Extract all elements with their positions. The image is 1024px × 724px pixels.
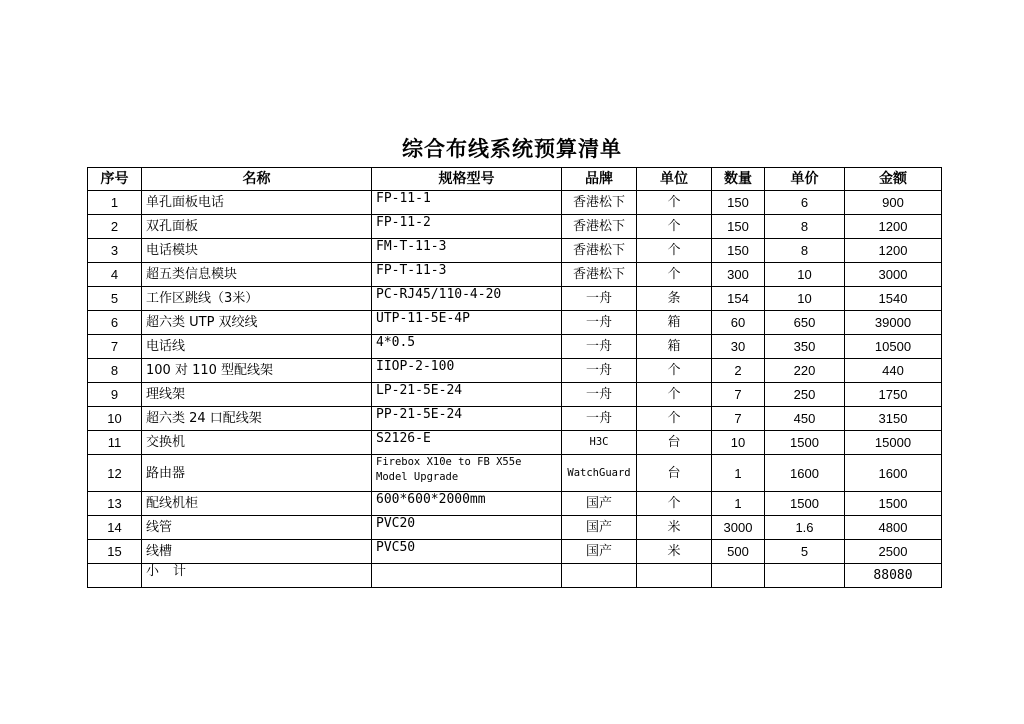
subtotal-empty-cell bbox=[765, 564, 845, 588]
cell-no: 6 bbox=[88, 311, 142, 335]
cell-brand: 香港松下 bbox=[562, 263, 637, 287]
cell-qty: 60 bbox=[712, 311, 765, 335]
cell-unit: 台 bbox=[637, 455, 712, 492]
cell-amount: 1200 bbox=[845, 239, 942, 263]
table-row bbox=[88, 335, 942, 359]
cell-unit: 条 bbox=[637, 287, 712, 311]
cell-no: 4 bbox=[88, 263, 142, 287]
table-row bbox=[88, 431, 942, 455]
cell-price: 6 bbox=[765, 191, 845, 215]
cell-qty: 154 bbox=[712, 287, 765, 311]
cell-brand: WatchGuard bbox=[562, 455, 637, 492]
cell-brand: 一舟 bbox=[562, 311, 637, 335]
cell-qty: 500 bbox=[712, 540, 765, 564]
table-row bbox=[88, 263, 942, 287]
cell-amount: 4800 bbox=[845, 516, 942, 540]
table-row bbox=[88, 540, 942, 564]
cell-amount: 1500 bbox=[845, 492, 942, 516]
table-row bbox=[88, 191, 942, 215]
cell-no: 10 bbox=[88, 407, 142, 431]
cell-unit: 箱 bbox=[637, 335, 712, 359]
cell-amount: 39000 bbox=[845, 311, 942, 335]
cell-brand: 一舟 bbox=[562, 383, 637, 407]
cell-price: 5 bbox=[765, 540, 845, 564]
subtotal-amount: 88080 bbox=[845, 564, 942, 588]
cell-qty: 1 bbox=[712, 455, 765, 492]
cell-unit: 米 bbox=[637, 516, 712, 540]
cell-amount: 1540 bbox=[845, 287, 942, 311]
cell-no: 7 bbox=[88, 335, 142, 359]
budget-table bbox=[87, 167, 942, 588]
cell-amount: 10500 bbox=[845, 335, 942, 359]
cell-unit: 个 bbox=[637, 359, 712, 383]
cell-amount: 440 bbox=[845, 359, 942, 383]
cell-price: 8 bbox=[765, 215, 845, 239]
cell-price: 10 bbox=[765, 263, 845, 287]
cell-model: PP-21-5E-24 bbox=[372, 407, 562, 431]
table-row bbox=[88, 383, 942, 407]
cell-model: S2126-E bbox=[372, 431, 562, 455]
cell-unit: 个 bbox=[637, 263, 712, 287]
cell-brand: H3C bbox=[562, 431, 637, 455]
cell-amount: 15000 bbox=[845, 431, 942, 455]
header-unit: 单位 bbox=[637, 168, 712, 191]
cell-model: FM-T-11-3 bbox=[372, 239, 562, 263]
cell-qty: 3000 bbox=[712, 516, 765, 540]
cell-brand: 一舟 bbox=[562, 407, 637, 431]
cell-price: 450 bbox=[765, 407, 845, 431]
cell-no: 11 bbox=[88, 431, 142, 455]
cell-no: 12 bbox=[88, 455, 142, 492]
cell-price: 1600 bbox=[765, 455, 845, 492]
cell-amount: 3000 bbox=[845, 263, 942, 287]
cell-qty: 300 bbox=[712, 263, 765, 287]
header-amount: 金额 bbox=[845, 168, 942, 191]
header-name: 名称 bbox=[142, 168, 372, 191]
cell-amount: 1200 bbox=[845, 215, 942, 239]
cell-qty: 7 bbox=[712, 407, 765, 431]
header-brand: 品牌 bbox=[562, 168, 637, 191]
cell-qty: 10 bbox=[712, 431, 765, 455]
cell-unit: 米 bbox=[637, 540, 712, 564]
cell-price: 8 bbox=[765, 239, 845, 263]
table-header-row bbox=[88, 168, 942, 191]
cell-model: PC-RJ45/110-4-20 bbox=[372, 287, 562, 311]
cell-amount: 3150 bbox=[845, 407, 942, 431]
subtotal-label: 小计 bbox=[142, 564, 372, 588]
cell-brand: 香港松下 bbox=[562, 191, 637, 215]
cell-name: 交换机 bbox=[142, 431, 372, 455]
subtotal-empty-cell bbox=[637, 564, 712, 588]
table-row bbox=[88, 311, 942, 335]
subtotal-empty-cell bbox=[712, 564, 765, 588]
cell-price: 1.6 bbox=[765, 516, 845, 540]
cell-price: 220 bbox=[765, 359, 845, 383]
table-row bbox=[88, 287, 942, 311]
cell-name: 100 对 110 型配线架 bbox=[142, 359, 372, 383]
cell-qty: 1 bbox=[712, 492, 765, 516]
cell-qty: 2 bbox=[712, 359, 765, 383]
cell-amount: 1600 bbox=[845, 455, 942, 492]
cell-model: IIOP-2-100 bbox=[372, 359, 562, 383]
cell-model: FP-11-1 bbox=[372, 191, 562, 215]
cell-name: 线槽 bbox=[142, 540, 372, 564]
cell-unit: 个 bbox=[637, 407, 712, 431]
cell-price: 1500 bbox=[765, 492, 845, 516]
cell-qty: 7 bbox=[712, 383, 765, 407]
table-row bbox=[88, 215, 942, 239]
cell-no: 9 bbox=[88, 383, 142, 407]
cell-name: 超五类信息模块 bbox=[142, 263, 372, 287]
cell-model: UTP-11-5E-4P bbox=[372, 311, 562, 335]
table-row bbox=[88, 516, 942, 540]
cell-name: 单孔面板电话 bbox=[142, 191, 372, 215]
table-row bbox=[88, 492, 942, 516]
cell-brand: 香港松下 bbox=[562, 239, 637, 263]
cell-price: 250 bbox=[765, 383, 845, 407]
cell-unit: 个 bbox=[637, 383, 712, 407]
cell-name: 理线架 bbox=[142, 383, 372, 407]
subtotal-row bbox=[88, 564, 942, 588]
cell-unit: 台 bbox=[637, 431, 712, 455]
subtotal-empty-cell bbox=[562, 564, 637, 588]
cell-name: 工作区跳线（3米） bbox=[142, 287, 372, 311]
cell-unit: 个 bbox=[637, 492, 712, 516]
cell-qty: 150 bbox=[712, 239, 765, 263]
header-qty: 数量 bbox=[712, 168, 765, 191]
cell-model: Firebox X10e to FB X55e Model Upgrade bbox=[372, 455, 562, 492]
cell-price: 650 bbox=[765, 311, 845, 335]
subtotal-empty-cell bbox=[372, 564, 562, 588]
header-no: 序号 bbox=[88, 168, 142, 191]
cell-model: FP-11-2 bbox=[372, 215, 562, 239]
cell-brand: 香港松下 bbox=[562, 215, 637, 239]
cell-price: 1500 bbox=[765, 431, 845, 455]
cell-qty: 30 bbox=[712, 335, 765, 359]
cell-name: 双孔面板 bbox=[142, 215, 372, 239]
cell-name: 线管 bbox=[142, 516, 372, 540]
cell-price: 350 bbox=[765, 335, 845, 359]
cell-amount: 2500 bbox=[845, 540, 942, 564]
cell-model: 4*0.5 bbox=[372, 335, 562, 359]
header-model: 规格型号 bbox=[372, 168, 562, 191]
cell-no: 14 bbox=[88, 516, 142, 540]
cell-no: 8 bbox=[88, 359, 142, 383]
cell-model: LP-21-5E-24 bbox=[372, 383, 562, 407]
cell-qty: 150 bbox=[712, 191, 765, 215]
table-row bbox=[88, 239, 942, 263]
cell-price: 10 bbox=[765, 287, 845, 311]
cell-no: 15 bbox=[88, 540, 142, 564]
cell-no: 13 bbox=[88, 492, 142, 516]
table-row bbox=[88, 407, 942, 431]
cell-brand: 一舟 bbox=[562, 287, 637, 311]
cell-name: 路由器 bbox=[142, 455, 372, 492]
cell-name: 电话线 bbox=[142, 335, 372, 359]
cell-no: 1 bbox=[88, 191, 142, 215]
cell-name: 超六类 UTP 双绞线 bbox=[142, 311, 372, 335]
cell-model: FP-T-11-3 bbox=[372, 263, 562, 287]
table-row bbox=[88, 455, 942, 492]
cell-name: 超六类 24 口配线架 bbox=[142, 407, 372, 431]
table-row bbox=[88, 359, 942, 383]
cell-name: 电话模块 bbox=[142, 239, 372, 263]
cell-unit: 箱 bbox=[637, 311, 712, 335]
header-price: 单价 bbox=[765, 168, 845, 191]
cell-qty: 150 bbox=[712, 215, 765, 239]
cell-name: 配线机柜 bbox=[142, 492, 372, 516]
document-title: 综合布线系统预算清单 bbox=[402, 137, 622, 161]
cell-brand: 国产 bbox=[562, 492, 637, 516]
cell-model: PVC20 bbox=[372, 516, 562, 540]
cell-amount: 900 bbox=[845, 191, 942, 215]
cell-no: 5 bbox=[88, 287, 142, 311]
cell-brand: 一舟 bbox=[562, 359, 637, 383]
cell-amount: 1750 bbox=[845, 383, 942, 407]
cell-model: PVC50 bbox=[372, 540, 562, 564]
cell-unit: 个 bbox=[637, 239, 712, 263]
cell-brand: 一舟 bbox=[562, 335, 637, 359]
cell-model: 600*600*2000mm bbox=[372, 492, 562, 516]
cell-brand: 国产 bbox=[562, 516, 637, 540]
subtotal-empty-cell bbox=[88, 564, 142, 588]
cell-no: 2 bbox=[88, 215, 142, 239]
cell-unit: 个 bbox=[637, 191, 712, 215]
cell-unit: 个 bbox=[637, 215, 712, 239]
cell-no: 3 bbox=[88, 239, 142, 263]
cell-brand: 国产 bbox=[562, 540, 637, 564]
